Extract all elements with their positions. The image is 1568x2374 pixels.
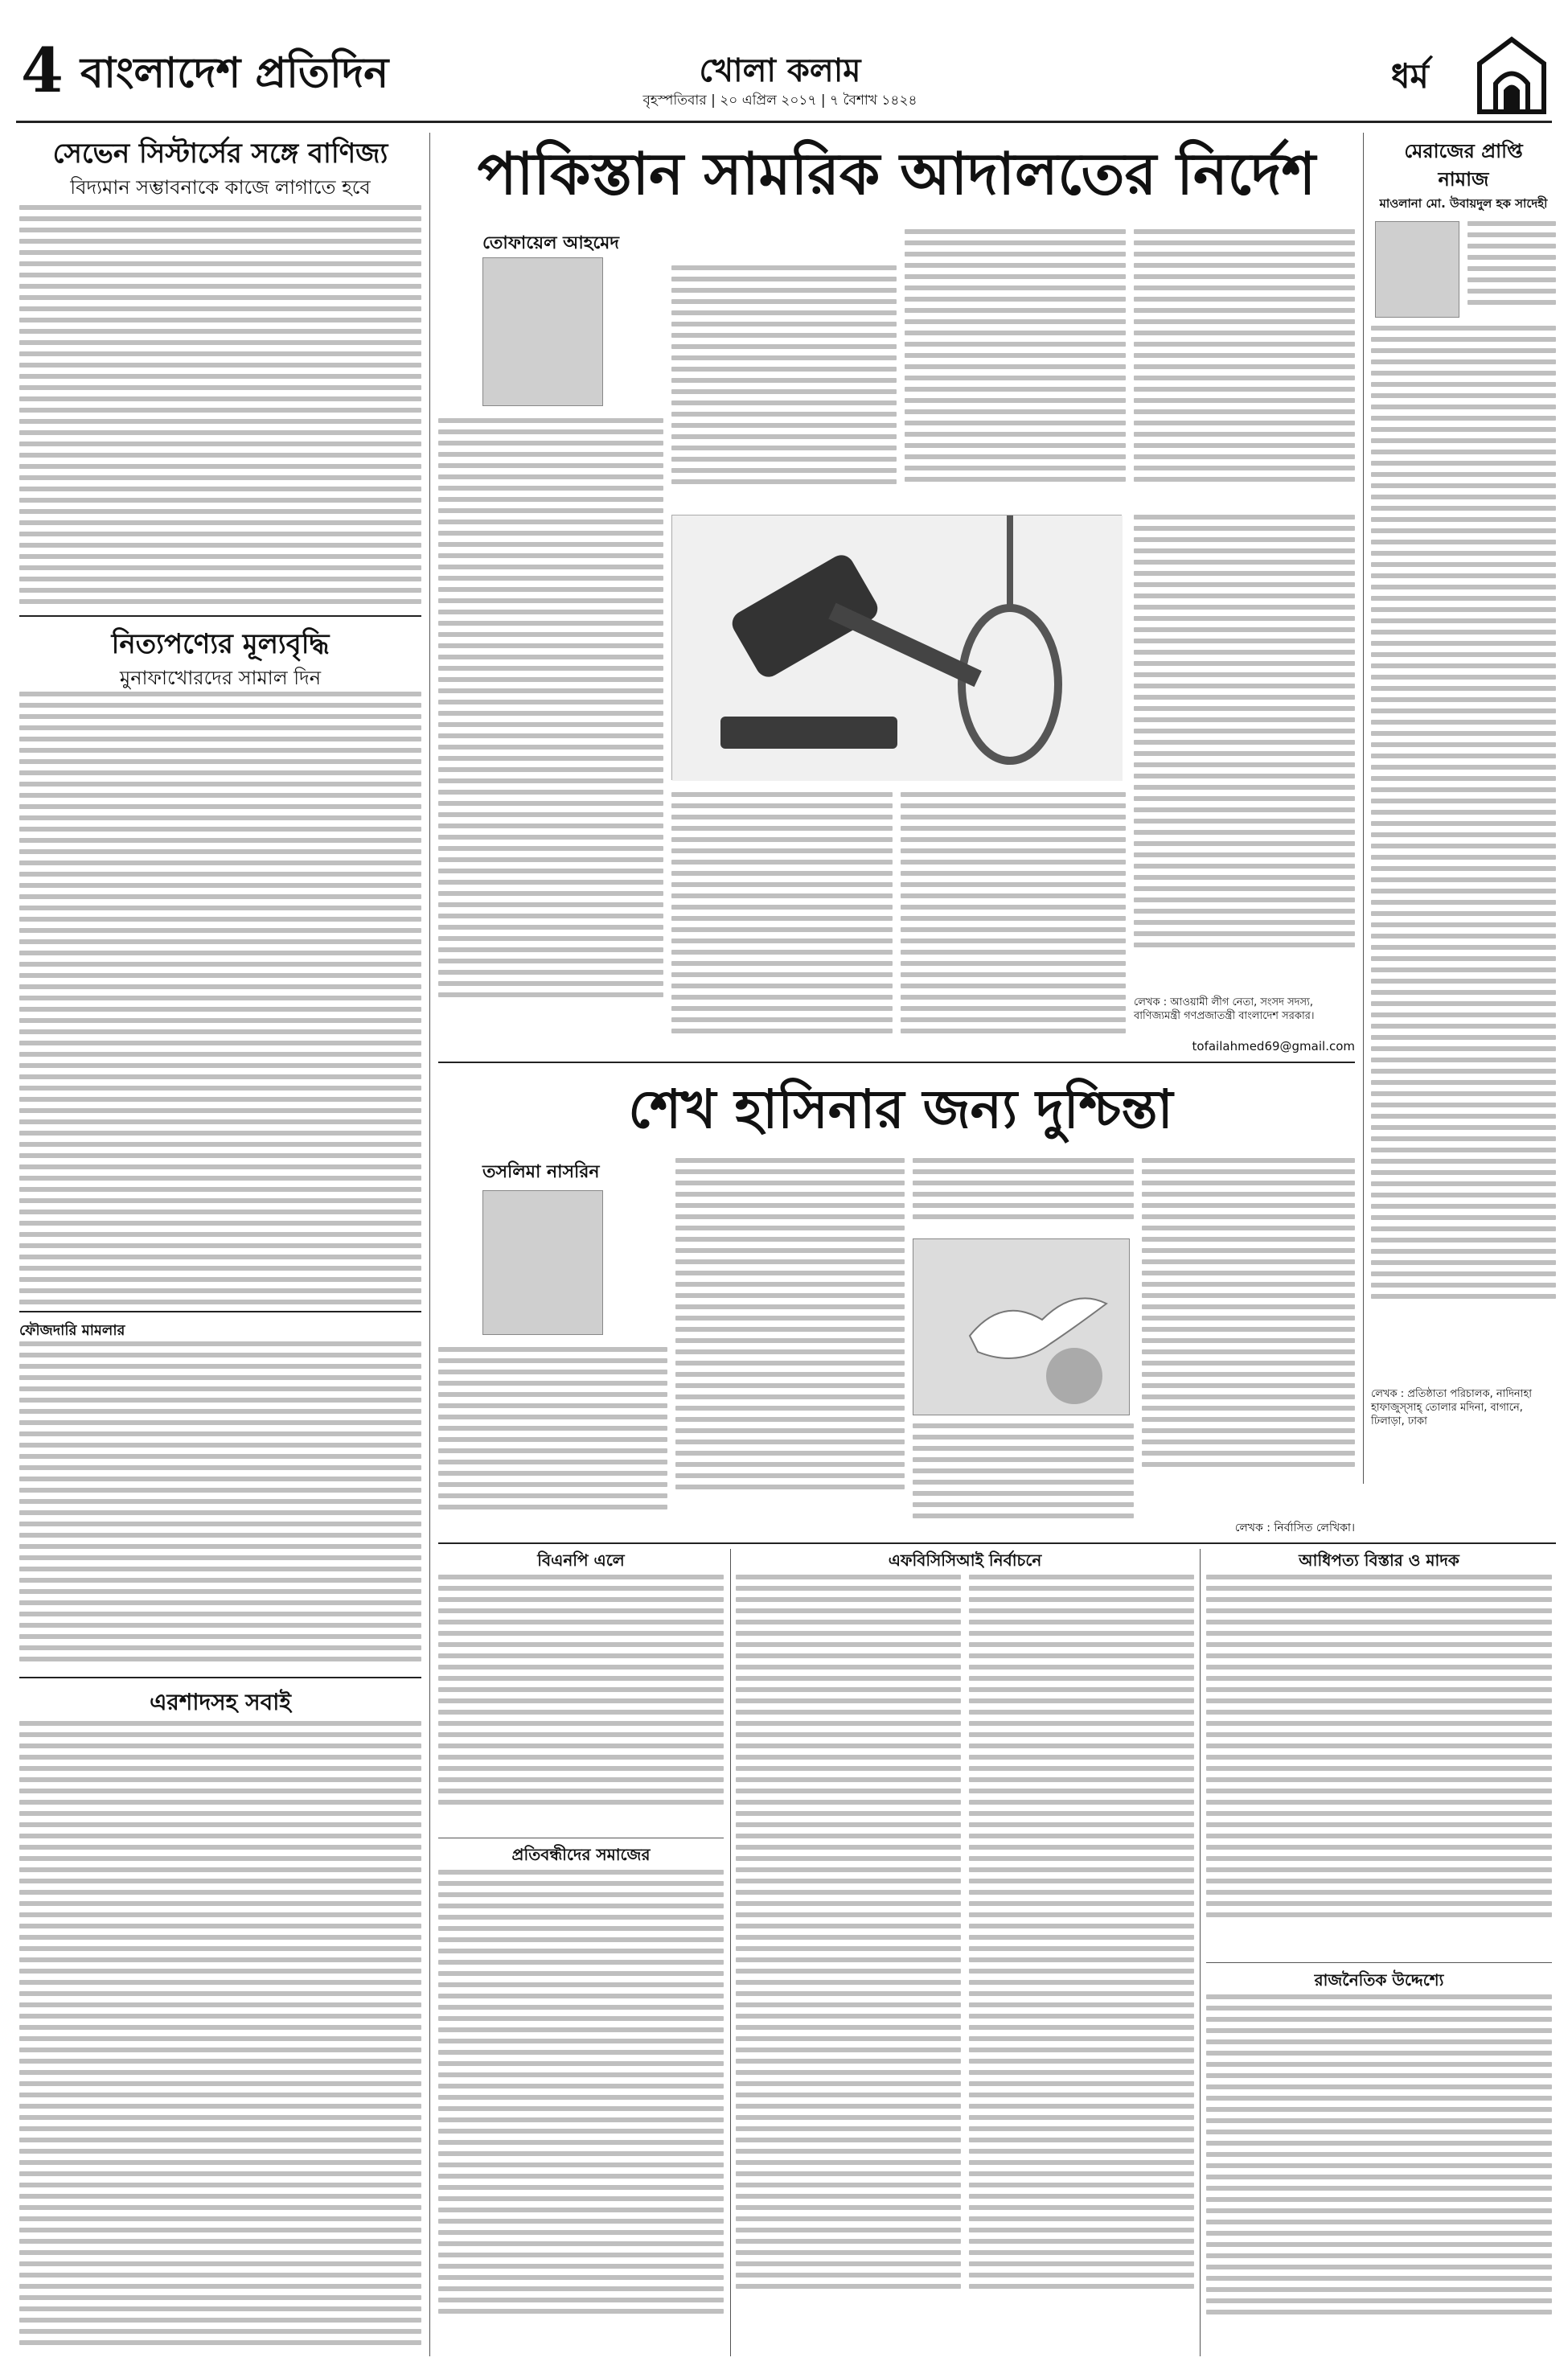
paper-name: বাংলাদেশ প্রতিদিন bbox=[80, 49, 389, 97]
article2-body bbox=[19, 692, 421, 1303]
lead-author: তোফায়েল আহমেদ bbox=[482, 233, 619, 253]
second-author-photo bbox=[482, 1190, 603, 1335]
box1-title: ফৌজদারি মামলার bbox=[19, 1322, 125, 1339]
article2-title: নিত্যপণ্যের মূল্যবৃদ্ধি bbox=[111, 628, 330, 660]
box1-body bbox=[19, 1341, 421, 1671]
lead-body-col3 bbox=[905, 229, 1126, 507]
article1-body bbox=[19, 205, 421, 607]
bottom-col5-title: রাজনৈতিক উদ্দেশ্যে bbox=[1314, 1970, 1444, 1990]
lead-email: tofailahmed69@gmail.com bbox=[1192, 1039, 1355, 1054]
box2-body bbox=[19, 1721, 421, 2356]
bottom-col2-title: এফবিসিসিআই নির্বাচনে bbox=[888, 1550, 1042, 1570]
religion-title-line1: মেরাজের প্রাপ্তি bbox=[1404, 140, 1523, 162]
bottom-col4-title: প্রতিবন্ধীদের সমাজের bbox=[511, 1845, 651, 1864]
bottom-col2-body-b bbox=[969, 1575, 1194, 2355]
religion-author-photo bbox=[1375, 221, 1459, 318]
date-line: বৃহস্পতিবার | ২০ এপ্রিল ২০১৭ | ৭ বৈশাখ ১৪২৪ bbox=[642, 92, 917, 109]
religion-author: মাওলানা মো. উবায়দুল হক সাদেহী bbox=[1379, 196, 1548, 211]
bottom-col4-body bbox=[438, 1870, 724, 2356]
lead-body-col5 bbox=[671, 792, 893, 1058]
lead-body-col1 bbox=[438, 418, 663, 1045]
bottom-col2-body-a bbox=[736, 1575, 961, 2355]
lead-author-photo bbox=[482, 257, 603, 406]
article2-subtitle: মুনাফাখোরদের সামাল দিন bbox=[119, 667, 322, 689]
religion-author-note: লেখক : প্রতিষ্ঠাতা পরিচালক, নাদিনাহা হাফাজুস্সাহ্ তোলার মদিনা, বাগানে, ঢিলাড়া, ঢাকা bbox=[1371, 1388, 1533, 1427]
lead-body-col4 bbox=[1134, 229, 1355, 507]
page-number: 4 bbox=[21, 35, 64, 106]
gavel-noose-photo bbox=[671, 515, 1122, 780]
section-title: খোলা কলাম bbox=[699, 52, 861, 89]
lead-headline: পাকিস্তান সামরিক আদালতের নির্দেশ bbox=[477, 140, 1316, 207]
religion-title-line2: নামাজ bbox=[1438, 168, 1489, 191]
bottom-col5-body bbox=[1206, 1994, 1552, 2356]
article1-title: সেভেন সিস্টার্সের সঙ্গে বাণিজ্য bbox=[52, 138, 388, 170]
second-body-col3 bbox=[913, 1158, 1134, 1230]
bottom-col3-title: আধিপত্য বিস্তার ও মাদক bbox=[1299, 1550, 1459, 1570]
second-author-note: লেখক : নির্বাসিত লেখিকা। bbox=[1234, 1522, 1355, 1534]
religion-body bbox=[1467, 221, 1556, 318]
lead-body-col2 bbox=[671, 265, 897, 507]
second-body-col4 bbox=[913, 1423, 1134, 1532]
second-author: তসলিমা নাসরিন bbox=[482, 1162, 600, 1182]
dove-photo bbox=[913, 1238, 1130, 1415]
bottom-col1-body bbox=[438, 1575, 724, 1832]
lead-body-col6 bbox=[901, 792, 1126, 1058]
bottom-col1-title: বিএনপি এলে bbox=[537, 1550, 625, 1570]
box2-title: এরশাদসহ সবাই bbox=[150, 1689, 291, 1715]
second-headline: শেখ হাসিনার জন্য দুশ্চিন্তা bbox=[628, 1078, 1173, 1140]
lead-body-col7 bbox=[1134, 515, 1355, 989]
right-section-label: ধর্ম bbox=[1391, 56, 1429, 96]
bottom-col3-body bbox=[1206, 1575, 1552, 1953]
mosque-icon bbox=[1472, 35, 1552, 116]
second-body-col5 bbox=[1142, 1158, 1355, 1512]
second-body-col2 bbox=[675, 1158, 905, 1532]
religion-body-cont bbox=[1371, 326, 1556, 1379]
second-body-col1 bbox=[438, 1347, 667, 1532]
article1-subtitle: বিদ্যমান সম্ভাবনাকে কাজে লাগাতে হবে bbox=[70, 176, 371, 199]
lead-author-note: লেখক : আওয়ামী লীগ নেতা, সংসদ সদস্য, বাণিজ্যমন্ত্রী গণপ্রজাতন্ত্রী বাংলাদেশ সরকার। bbox=[1134, 996, 1315, 1022]
